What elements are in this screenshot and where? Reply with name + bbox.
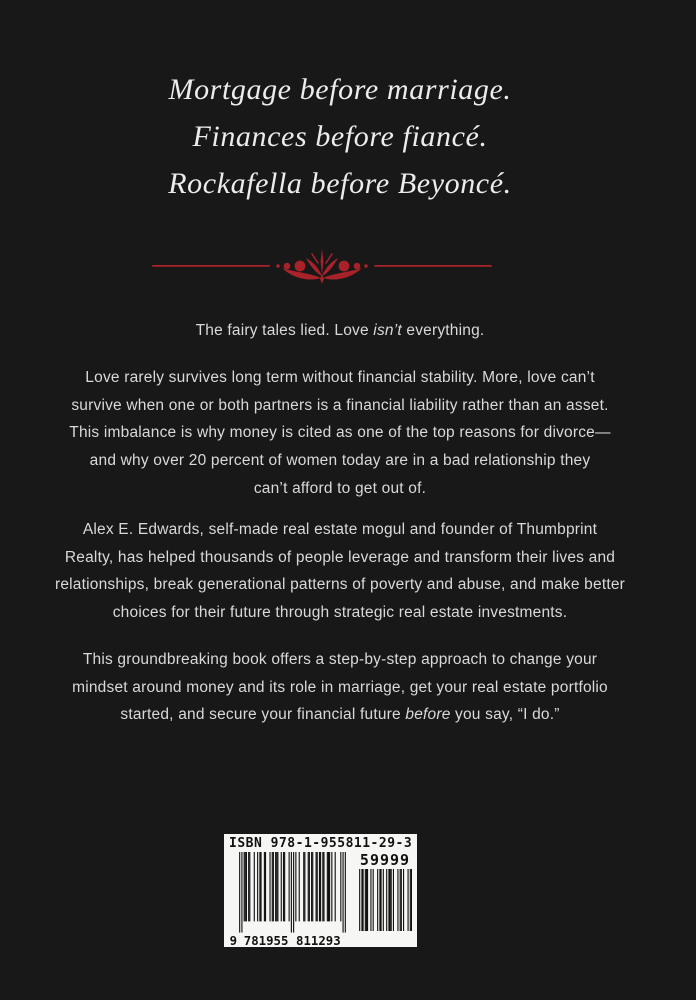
price-code-label: 59999 [359,851,411,869]
tagline: Mortgage before marriage. Finances before fiancé. Rockafella before Beyoncé. [168,73,512,200]
svg-text:781955: 781955 [243,933,289,946]
paragraph-author-bio: Alex E. Edwards, self-made real estate mogul and founder of Thumbprint Realty, has helped thousands of people leverage and transform their lives and relationships, break generational patterns of poverty and abuse, and make better choices for their future through strategic real estate investments. [54,521,626,622]
ean5-addon-barcode [358,869,412,931]
isbn-label: ISBN 978-1-955811-29-3 [229,836,413,851]
intro-line: The fairy tales lied. Love isn’t everything. [195,322,485,339]
ornamental-divider [148,244,496,288]
flourish-icon [148,244,496,288]
ean13-barcode [229,852,356,946]
svg-text:811293: 811293 [296,933,341,946]
barcode-panel [224,834,417,947]
price-addon [358,852,412,931]
paragraph-book-pitch: This groundbreaking book offers a step-by-step approach to change your mindset around money and its role in marriage, get your real estate portfolio started, and secure your financial future before you say, “I do.” [72,651,608,724]
paragraph-financial-stability: Love rarely survives long term without financial stability. More, love can’t survive when one or both partners is a financial liability rather than an asset. This imbalance is why money is cited as one of the top reasons for divorce— and why over 20 percent of women today are in a bad relationship they can’t afford to get out of. [69,369,611,497]
barcode-bars [229,852,412,946]
svg-text:9: 9 [229,933,238,946]
